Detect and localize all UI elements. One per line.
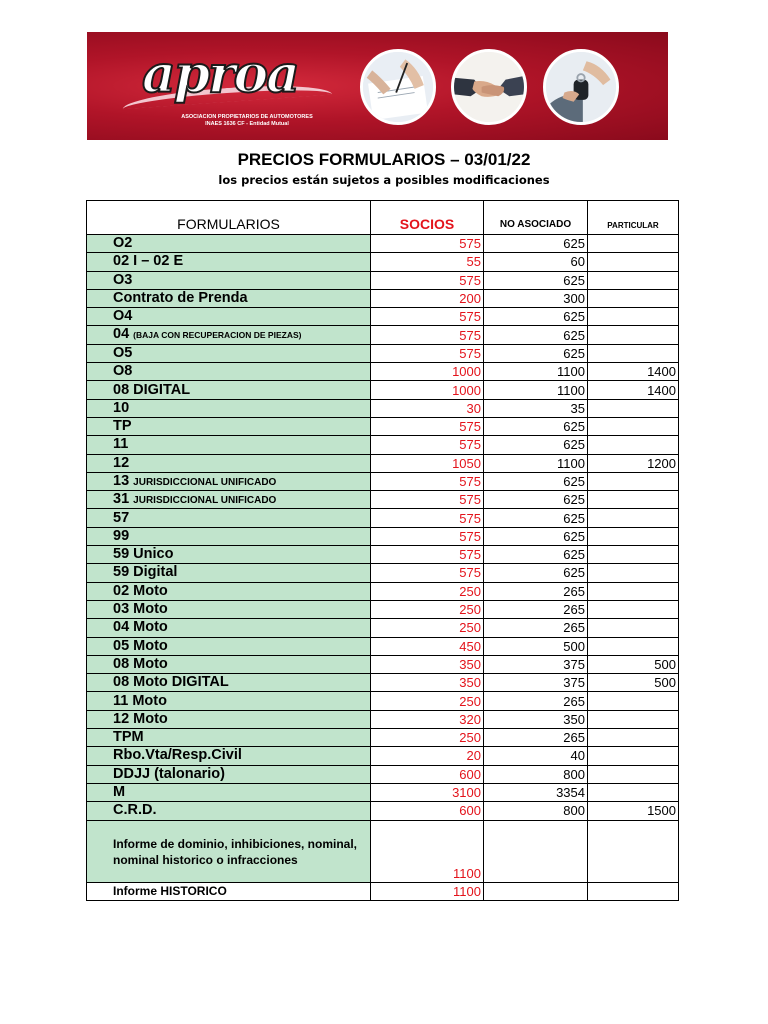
- row-name: [87, 619, 371, 637]
- row-socios: 250: [371, 692, 484, 710]
- car-keys-icon: [546, 52, 616, 122]
- row-name-text: 10: [113, 399, 130, 416]
- row-socios: 575: [371, 509, 484, 527]
- table-row: [87, 235, 679, 253]
- row-no-asociado: 500: [484, 637, 588, 655]
- table-row: [87, 363, 679, 381]
- row-particular: 500: [588, 674, 679, 692]
- row-name: [87, 289, 371, 307]
- table-row: [87, 765, 679, 783]
- row-name: [87, 363, 371, 381]
- header-particular: PARTICULAR: [588, 201, 679, 235]
- row-socios: 575: [371, 527, 484, 545]
- row-socios: 575: [371, 235, 484, 253]
- page-subtitle: los precios están sujetos a posibles modificaciones: [218, 173, 550, 187]
- table-row: [87, 399, 679, 417]
- row-socios: 575: [371, 308, 484, 326]
- row-socios: 20: [371, 747, 484, 765]
- row-particular: [588, 582, 679, 600]
- row-name-text: Contrato de Prenda: [113, 290, 248, 307]
- table-row: [87, 637, 679, 655]
- page-title: PRECIOS FORMULARIOS – 03/01/22: [237, 150, 531, 169]
- row-no-asociado: 625: [484, 417, 588, 435]
- table-row: [87, 509, 679, 527]
- table-row: [87, 344, 679, 362]
- row-name: [87, 253, 371, 271]
- row-particular: [588, 692, 679, 710]
- row-name: [87, 637, 371, 655]
- row-socios: 575: [371, 436, 484, 454]
- row-name: [87, 344, 371, 362]
- row-name-text: 02 I – 02 E: [113, 253, 184, 270]
- row-no-asociado: 40: [484, 747, 588, 765]
- row-name: [87, 765, 371, 783]
- table-header-row: [87, 201, 679, 235]
- row-socios: 1050: [371, 454, 484, 472]
- table-row: [87, 326, 679, 344]
- row-particular: [588, 729, 679, 747]
- row-socios: 1100: [371, 820, 484, 882]
- row-no-asociado: 625: [484, 436, 588, 454]
- row-name-text: 99: [113, 527, 130, 544]
- row-particular: [588, 600, 679, 618]
- table-row: [87, 289, 679, 307]
- row-socios: 1100: [371, 882, 484, 900]
- row-particular: [588, 344, 679, 362]
- row-no-asociado: 625: [484, 344, 588, 362]
- header-banner: [87, 32, 668, 140]
- row-name: [87, 674, 371, 692]
- table-row: [87, 674, 679, 692]
- row-name: [87, 271, 371, 289]
- row-particular: [588, 637, 679, 655]
- table-row: [87, 472, 679, 490]
- row-name-text: 08 Moto DIGITAL: [113, 674, 229, 691]
- row-socios: 1000: [371, 381, 484, 399]
- table-row: [87, 436, 679, 454]
- table-row: [87, 308, 679, 326]
- row-name-text: 57: [113, 509, 130, 526]
- row-socios: 575: [371, 417, 484, 435]
- row-socios: 30: [371, 399, 484, 417]
- row-name: [87, 729, 371, 747]
- row-particular: 1400: [588, 381, 679, 399]
- row-socios: 575: [371, 344, 484, 362]
- row-name: [87, 582, 371, 600]
- table-row: [87, 783, 679, 801]
- row-particular: [588, 235, 679, 253]
- row-no-asociado: 1100: [484, 363, 588, 381]
- row-name: [87, 564, 371, 582]
- row-particular: [588, 820, 679, 882]
- row-particular: 1400: [588, 363, 679, 381]
- row-socios: 450: [371, 637, 484, 655]
- header-no-asociado: NO ASOCIADO: [484, 201, 588, 235]
- row-particular: 1500: [588, 802, 679, 820]
- row-particular: [588, 783, 679, 801]
- row-no-asociado: 625: [484, 235, 588, 253]
- row-no-asociado: 625: [484, 308, 588, 326]
- row-name: [87, 655, 371, 673]
- logo-subtitle-line-2: INAES 1636 CF - Entidad Mutual: [205, 121, 289, 127]
- row-name-text: Rbo.Vta/Resp.Civil: [113, 747, 242, 764]
- row-name-text: O4: [113, 308, 133, 325]
- row-no-asociado: 625: [484, 326, 588, 344]
- row-name-note: JURISDICCIONAL UNIFICADO: [133, 476, 277, 488]
- table-footer-body: [87, 820, 679, 900]
- table-row: [87, 381, 679, 399]
- row-no-asociado: 35: [484, 399, 588, 417]
- aproa-logo: [112, 44, 317, 130]
- row-name: [87, 600, 371, 618]
- row-particular: 500: [588, 655, 679, 673]
- row-no-asociado: 1100: [484, 454, 588, 472]
- header-formularios: FORMULARIOS: [87, 201, 371, 235]
- row-name-text: M: [113, 784, 126, 801]
- row-socios: 575: [371, 491, 484, 509]
- handshake-icon: [454, 52, 524, 122]
- table-row: [87, 253, 679, 271]
- row-socios: 250: [371, 600, 484, 618]
- row-socios: 575: [371, 564, 484, 582]
- row-no-asociado: 300: [484, 289, 588, 307]
- row-name: [87, 326, 371, 344]
- row-particular: [588, 472, 679, 490]
- logo-subtitle-line-1: ASOCIACION PROPIETARIOS DE AUTOMOTORES: [181, 114, 313, 120]
- row-name: [87, 454, 371, 472]
- row-particular: [588, 326, 679, 344]
- row-name-text: 08 DIGITAL: [113, 381, 191, 398]
- row-particular: [588, 765, 679, 783]
- row-name: [87, 802, 371, 820]
- signing-document-photo: [360, 49, 436, 125]
- row-no-asociado: 625: [484, 472, 588, 490]
- row-socios: 250: [371, 582, 484, 600]
- row-name-text: O3: [113, 271, 133, 288]
- row-name-text: O8: [113, 363, 133, 380]
- table-row: [87, 564, 679, 582]
- row-particular: [588, 436, 679, 454]
- row-particular: [588, 546, 679, 564]
- row-name-note: JURISDICCIONAL UNIFICADO: [133, 494, 277, 506]
- row-particular: [588, 491, 679, 509]
- row-no-asociado: 800: [484, 802, 588, 820]
- row-no-asociado: 265: [484, 582, 588, 600]
- row-socios: 575: [371, 326, 484, 344]
- row-name-text: 31: [113, 490, 130, 507]
- row-no-asociado: [484, 820, 588, 882]
- row-name: Informe de dominio, inhibiciones, nominal, nominal historico o infracciones: [87, 820, 371, 882]
- row-no-asociado: 375: [484, 655, 588, 673]
- row-particular: [588, 710, 679, 728]
- row-socios: 600: [371, 802, 484, 820]
- row-no-asociado: 625: [484, 271, 588, 289]
- table-row: [87, 271, 679, 289]
- row-no-asociado: 265: [484, 692, 588, 710]
- row-name-note: (BAJA CON RECUPERACION DE PIEZAS): [133, 330, 302, 341]
- row-socios: 575: [371, 546, 484, 564]
- table-body: [87, 235, 679, 821]
- logo-subtitle: [162, 114, 332, 128]
- row-no-asociado: 265: [484, 729, 588, 747]
- header-socios: SOCIOS: [371, 201, 484, 235]
- table-row: [87, 692, 679, 710]
- row-particular: [588, 399, 679, 417]
- row-particular: [588, 308, 679, 326]
- row-name-text: 59 Unico: [113, 546, 174, 563]
- row-name: [87, 692, 371, 710]
- row-name: [87, 308, 371, 326]
- row-name: [87, 381, 371, 399]
- row-socios: 320: [371, 710, 484, 728]
- row-name-text: 11: [113, 436, 129, 453]
- row-name: [87, 472, 371, 490]
- row-socios: 1000: [371, 363, 484, 381]
- table-row: [87, 527, 679, 545]
- row-particular: [588, 271, 679, 289]
- row-no-asociado: 625: [484, 527, 588, 545]
- row-name-text: 08 Moto: [113, 655, 168, 672]
- handshake-photo: [451, 49, 527, 125]
- row-name-text: 04 Moto: [113, 619, 168, 636]
- row-particular: [588, 253, 679, 271]
- row-socios: 55: [371, 253, 484, 271]
- row-name: [87, 527, 371, 545]
- row-name-text: 13: [113, 472, 130, 489]
- row-no-asociado: 625: [484, 491, 588, 509]
- row-no-asociado: [484, 882, 588, 900]
- row-particular: [588, 564, 679, 582]
- table-row: [87, 710, 679, 728]
- row-name-text: TP: [113, 418, 132, 435]
- row-socios: 600: [371, 765, 484, 783]
- row-name: [87, 399, 371, 417]
- row-particular: 1200: [588, 454, 679, 472]
- row-name: [87, 546, 371, 564]
- row-particular: [588, 882, 679, 900]
- table-row-informe-dominio: [87, 820, 679, 882]
- table-row: [87, 655, 679, 673]
- row-name-text: 04: [113, 326, 130, 343]
- row-name: [87, 436, 371, 454]
- row-socios: 3100: [371, 783, 484, 801]
- row-socios: 350: [371, 655, 484, 673]
- row-no-asociado: 625: [484, 564, 588, 582]
- table-row: [87, 491, 679, 509]
- row-name-text: 12 Moto: [113, 710, 168, 727]
- row-socios: 250: [371, 729, 484, 747]
- row-particular: [588, 527, 679, 545]
- row-name: [87, 710, 371, 728]
- row-name: Informe HISTORICO: [87, 882, 371, 900]
- row-no-asociado: 60: [484, 253, 588, 271]
- table-row: [87, 454, 679, 472]
- row-name-text: 05 Moto: [113, 637, 168, 654]
- table-row: [87, 600, 679, 618]
- row-name-text: TPM: [113, 729, 144, 746]
- row-no-asociado: 625: [484, 509, 588, 527]
- table-row: [87, 582, 679, 600]
- row-name-text: 59 Digital: [113, 564, 178, 581]
- row-socios: 250: [371, 619, 484, 637]
- row-name-text: DDJJ (talonario): [113, 765, 225, 782]
- row-no-asociado: 1100: [484, 381, 588, 399]
- table-row: [87, 747, 679, 765]
- logo-text: aproa: [142, 44, 298, 105]
- row-particular: [588, 619, 679, 637]
- table-row: [87, 417, 679, 435]
- row-no-asociado: 265: [484, 600, 588, 618]
- table-row: [87, 802, 679, 820]
- car-keys-photo: [543, 49, 619, 125]
- row-particular: [588, 417, 679, 435]
- row-socios: 350: [371, 674, 484, 692]
- row-name: [87, 491, 371, 509]
- row-name-text: 11 Moto: [113, 692, 167, 709]
- row-name: [87, 747, 371, 765]
- row-no-asociado: 265: [484, 619, 588, 637]
- row-name-text: 03 Moto: [113, 601, 168, 618]
- row-particular: [588, 289, 679, 307]
- price-table: [86, 200, 679, 901]
- row-particular: [588, 747, 679, 765]
- row-no-asociado: 3354: [484, 783, 588, 801]
- table-row: [87, 546, 679, 564]
- row-socios: 200: [371, 289, 484, 307]
- row-name-text: 02 Moto: [113, 582, 168, 599]
- row-name: [87, 783, 371, 801]
- row-name-text: O2: [113, 235, 133, 252]
- row-socios: 575: [371, 271, 484, 289]
- row-no-asociado: 800: [484, 765, 588, 783]
- row-name-text: C.R.D.: [113, 802, 157, 819]
- signing-document-icon: [363, 52, 433, 122]
- row-name: [87, 417, 371, 435]
- row-no-asociado: 375: [484, 674, 588, 692]
- row-name-text: O5: [113, 344, 133, 361]
- row-name-text: 12: [113, 454, 130, 471]
- table-row: [87, 619, 679, 637]
- row-no-asociado: 350: [484, 710, 588, 728]
- row-name: [87, 509, 371, 527]
- row-name: [87, 235, 371, 253]
- table-row-informe-historico: [87, 882, 679, 900]
- table-row: [87, 729, 679, 747]
- row-particular: [588, 509, 679, 527]
- row-no-asociado: 625: [484, 546, 588, 564]
- row-socios: 575: [371, 472, 484, 490]
